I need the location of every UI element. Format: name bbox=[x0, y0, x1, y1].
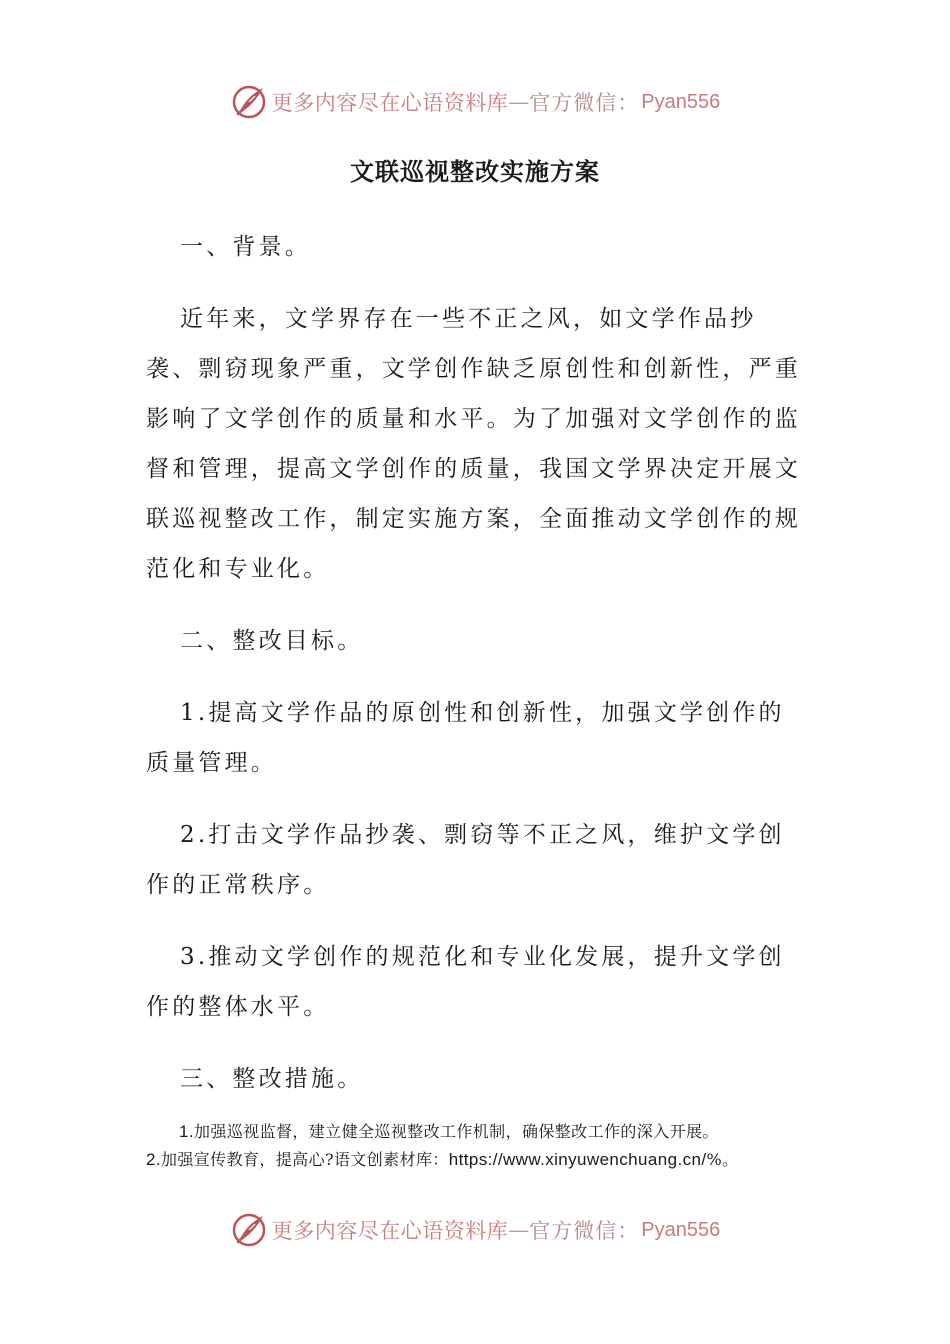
background-paragraph: 近年来，文学界存在一些不正之风，如文学作品抄袭、剽窃现象严重，文学创作缺乏原创性和创新性，严重影响了文学创作的质量和水平。为了加强对文学创作的监督和管理，提高文学创作的质量，我国文学界决定开展文联巡视整改工作，制定实施方案，全面推动文学创作的规范化和专业化。 bbox=[146, 306, 801, 582]
goal-item-2: 2.打击文学作品抄袭、剽窃等不正之风，维护文学创作的正常秩序。 bbox=[146, 822, 785, 898]
measure-url-link[interactable]: https://www.xinyuwenchuang.cn/ bbox=[448, 1150, 707, 1169]
banner-official-label: 官方微信： bbox=[529, 91, 640, 115]
quill-pen-icon bbox=[230, 83, 268, 121]
banner-slogan: 更多内容尽在心语资料库 bbox=[271, 91, 509, 115]
goal-item-1: 1.提高文学作品的原创性和创新性，加强文学创作的质量管理。 bbox=[146, 700, 785, 776]
banner-wechat-id: Pyan556 bbox=[641, 90, 721, 113]
header-banner bbox=[0, 80, 950, 124]
section-heading-goals: 二、整改目标。 bbox=[180, 628, 364, 654]
goal-item-3: 3.推动文学创作的规范化和专业化发展，提升文学创作的整体水平。 bbox=[146, 944, 785, 1020]
section-heading-measures: 三、整改措施。 bbox=[180, 1066, 364, 1092]
measure-text: 加强巡视监督，建立健全巡视整改工作机制，确保整改工作的深入开展。 bbox=[193, 1122, 719, 1141]
banner-dash: — bbox=[508, 1218, 530, 1242]
quill-pen-icon bbox=[230, 1211, 268, 1249]
measures-list bbox=[146, 1118, 808, 1174]
measure-tail: %。 bbox=[706, 1150, 739, 1169]
section-heading-background: 一、背景。 bbox=[180, 234, 311, 260]
measure-text: 加强宣传教育，提高心?语文创素材库： bbox=[160, 1150, 449, 1169]
measure-number: 1. bbox=[179, 1122, 194, 1141]
page-title: 文联巡视整改实施方案 bbox=[350, 157, 600, 186]
measure-item-1 bbox=[146, 1118, 808, 1146]
banner-wechat-id: Pyan556 bbox=[641, 1218, 721, 1241]
footer-banner bbox=[0, 1208, 950, 1252]
banner-dash: — bbox=[508, 90, 530, 114]
document-body bbox=[146, 222, 808, 1126]
banner-slogan: 更多内容尽在心语资料库 bbox=[271, 1219, 509, 1243]
banner-official-label: 官方微信： bbox=[529, 1219, 640, 1243]
measure-number: 2. bbox=[146, 1150, 161, 1169]
measure-item-2 bbox=[146, 1146, 808, 1174]
